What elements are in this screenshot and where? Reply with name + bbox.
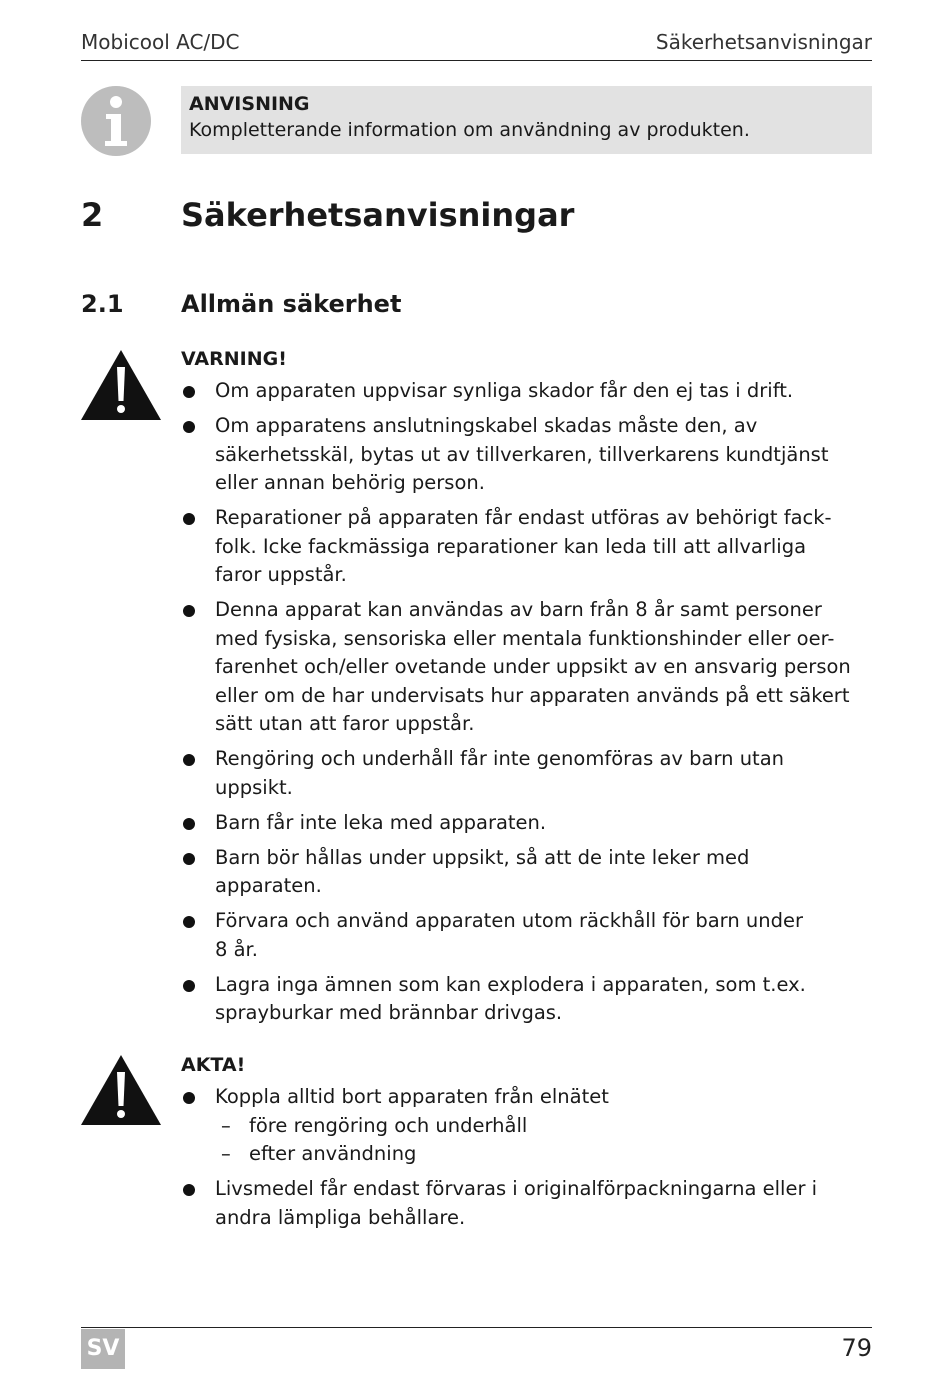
list-item-line: faror uppstår.: [215, 563, 347, 586]
sub-list: [215, 1112, 872, 1169]
section-title: Allmän säkerhet: [181, 290, 402, 318]
section-heading: [81, 290, 872, 324]
list-item-line: med fysiska, sensoriska eller mentala funktionshinder eller oer-: [215, 626, 835, 650]
list-item-line: sprayburkar med brännbar drivgas.: [215, 1001, 563, 1024]
bullet-dot-icon: [183, 818, 195, 830]
chapter-title: Säkerhetsanvisningar: [181, 196, 575, 234]
sub-list-item: [215, 1112, 872, 1141]
list-item-line: Barn bör hållas under uppsikt, så att de inte leker med: [215, 845, 750, 869]
warning-title: VARNING!: [181, 348, 287, 370]
bullet-dot-icon: [183, 421, 195, 433]
caution-triangle-icon: [80, 1054, 162, 1126]
page-number: 79: [841, 1334, 872, 1362]
caution-block: [181, 1051, 872, 1239]
caution-list-item: [181, 1083, 872, 1169]
language-badge: SV: [81, 1329, 125, 1369]
bullet-dot-icon: [183, 513, 195, 525]
warning-list-item: [181, 745, 872, 802]
note-text: Kompletterande information om användning av produkten.: [189, 119, 750, 141]
list-item-line: Denna apparat kan användas av barn från 8 år samt personer: [215, 598, 822, 621]
sub-list-dash: –: [221, 1113, 231, 1137]
warning-list-item: [181, 504, 872, 590]
bullet-dot-icon: [183, 1092, 195, 1104]
sub-list-dash: –: [221, 1142, 231, 1165]
list-item-line: eller annan behörig person.: [215, 471, 485, 494]
page-header: [81, 28, 872, 61]
list-item-line: Om apparaten uppvisar synliga skador får den ej tas i drift.: [215, 379, 794, 402]
section-number: 2.1: [81, 290, 124, 318]
warning-list-item: [181, 596, 872, 739]
sub-list-item: [215, 1140, 872, 1169]
bullet-dot-icon: [183, 386, 195, 398]
caution-list: [181, 1083, 872, 1232]
warning-list-item: [181, 907, 872, 964]
list-item-line: Rengöring och underhåll får inte genomföras av barn utan: [215, 747, 785, 770]
list-item-line: folk. Icke fackmässiga reparationer kan leda till att allvarliga: [215, 534, 807, 558]
list-item-line: sätt utan att faror uppstår.: [215, 712, 475, 735]
bullet-dot-icon: [183, 980, 195, 992]
warning-list-item: [181, 971, 872, 1028]
bullet-dot-icon: [183, 853, 195, 865]
note-title: ANVISNING: [189, 93, 310, 115]
list-item-line: andra lämpliga behållare.: [215, 1205, 466, 1229]
chapter-heading: [81, 196, 872, 240]
warning-list-item: [181, 844, 872, 901]
list-item-line: Barn får inte leka med apparaten.: [215, 810, 547, 834]
bullet-dot-icon: [183, 1184, 195, 1196]
list-item-line: Reparationer på apparaten får endast utföras av behörigt fack-: [215, 506, 832, 529]
list-item-line: Koppla alltid bort apparaten från elnätet: [215, 1085, 609, 1108]
list-item-line: uppsikt.: [215, 775, 293, 799]
bullet-dot-icon: [183, 916, 195, 928]
list-item-line: säkerhetsskäl, bytas ut av tillverkaren, tillverkarens kundtjänst: [215, 442, 829, 466]
chapter-number: 2: [81, 196, 104, 234]
note-box: [181, 86, 872, 154]
list-item-line: farenhet och/eller ovetande under uppsikt av en ansvarig person: [215, 655, 851, 678]
caution-list-item: [181, 1175, 872, 1232]
list-item-line: Lagra inga ämnen som kan explodera i apparaten, som t.ex.: [215, 972, 806, 996]
list-item-line: Livsmedel får endast förvaras i originalförpackningarna eller i: [215, 1177, 818, 1200]
warning-list: [181, 377, 872, 1028]
list-item-line: apparaten.: [215, 874, 322, 897]
header-product: Mobicool AC/DC: [81, 30, 240, 54]
info-icon: [80, 85, 152, 157]
warning-list-item: [181, 412, 872, 498]
warning-block: [181, 345, 872, 1034]
warning-list-item: [181, 809, 872, 838]
sub-list-text: efter användning: [249, 1142, 417, 1165]
list-item-line: Om apparatens anslutningskabel skadas måste den, av: [215, 414, 758, 437]
bullet-dot-icon: [183, 605, 195, 617]
list-item-line: eller om de har undervisats hur apparaten används på ett säkert: [215, 683, 850, 707]
list-item-line: Förvara och använd apparaten utom räckhåll för barn under: [215, 909, 804, 932]
sub-list-text: före rengöring och underhåll: [249, 1113, 528, 1137]
bullet-dot-icon: [183, 754, 195, 766]
page-footer: [81, 1327, 872, 1370]
list-item-line: 8 år.: [215, 937, 258, 961]
header-section: Säkerhetsanvisningar: [655, 30, 872, 54]
warning-list-item: [181, 377, 872, 406]
caution-title: AKTA!: [181, 1054, 246, 1076]
warning-triangle-icon: [80, 349, 162, 421]
